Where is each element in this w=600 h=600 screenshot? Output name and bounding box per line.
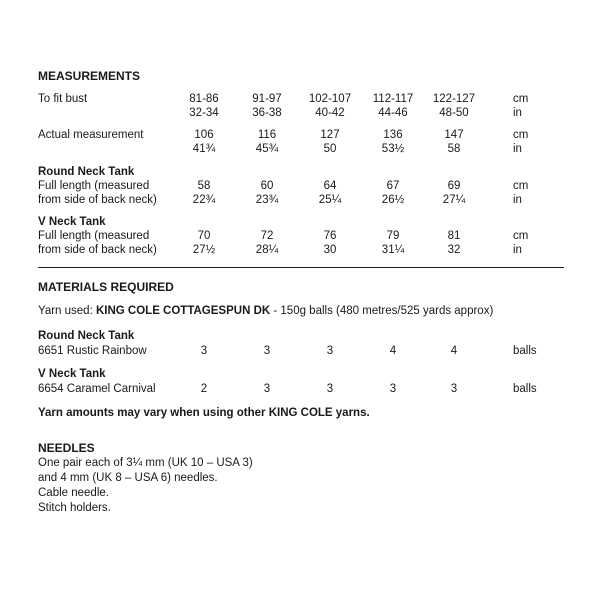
v-neck-cm-size5: 81 xyxy=(447,230,461,242)
needles-line-3: Cable needle. xyxy=(38,487,109,499)
v-neck-unit-cm: cm xyxy=(513,230,529,242)
actual-in-size1: 41¾ xyxy=(192,143,216,155)
needles-line-2: and 4 mm (UK 8 – USA 6) needles. xyxy=(38,472,218,484)
measurements-title: MEASUREMENTS xyxy=(38,69,141,83)
v-neck-in-size1: 27½ xyxy=(192,244,216,256)
v-neck-length-label1: Full length (measured xyxy=(38,230,150,242)
round-neck-in-size3: 25¼ xyxy=(318,194,342,206)
actual-cm-size2: 116 xyxy=(257,129,277,141)
actual-in-size3: 50 xyxy=(323,143,337,155)
v-neck-shade: 6654 Caramel Carnival xyxy=(38,383,156,395)
round-neck-in-size5: 27¼ xyxy=(442,194,466,206)
v-neck-unit-in: in xyxy=(513,244,522,256)
round-neck-length-label2: from side of back neck) xyxy=(38,194,157,206)
round-neck-unit-cm: cm xyxy=(513,180,529,192)
round-neck-balls-size4: 4 xyxy=(389,345,397,357)
round-neck-cm-size5: 69 xyxy=(447,180,461,192)
actual-cm-size4: 136 xyxy=(383,129,403,141)
round-neck-in-size1: 22¾ xyxy=(192,194,216,206)
v-neck-balls-unit: balls xyxy=(513,383,537,395)
round-neck-cm-size1: 58 xyxy=(197,180,211,192)
round-neck-balls-size2: 3 xyxy=(263,345,271,357)
v-neck-balls-size1: 2 xyxy=(200,383,208,395)
round-neck-in-size2: 23¾ xyxy=(255,194,279,206)
materials-v-neck-heading: V Neck Tank xyxy=(38,368,106,380)
needles-line-4: Stitch holders. xyxy=(38,502,111,514)
yarn-amount-note: Yarn amounts may vary when using other KING COLE yarns. xyxy=(38,407,370,419)
bust-cm-size5: 122-127 xyxy=(432,93,476,105)
bust-in-size3: 40-42 xyxy=(315,107,345,119)
v-neck-balls-size5: 3 xyxy=(450,383,458,395)
needles-title: NEEDLES xyxy=(38,441,95,455)
yarn-details: - 150g balls (480 metres/525 yards approx) xyxy=(270,305,494,317)
bust-cm-size1: 81-86 xyxy=(189,93,219,105)
round-neck-balls-size3: 3 xyxy=(326,345,334,357)
v-neck-in-size3: 30 xyxy=(323,244,337,256)
round-neck-balls-unit: balls xyxy=(513,345,537,357)
bust-in-size5: 48-50 xyxy=(439,107,469,119)
actual-cm-size5: 147 xyxy=(444,129,464,141)
actual-in-size5: 58 xyxy=(447,143,461,155)
yarn-used-prefix: Yarn used: xyxy=(38,305,96,317)
actual-label: Actual measurement xyxy=(38,129,144,141)
actual-cm-size3: 127 xyxy=(320,129,340,141)
actual-unit-in: in xyxy=(513,143,522,155)
actual-in-size4: 53½ xyxy=(381,143,405,155)
v-neck-cm-size1: 70 xyxy=(197,230,211,242)
v-neck-length-label2: from side of back neck) xyxy=(38,244,157,256)
v-neck-in-size4: 31¼ xyxy=(381,244,405,256)
v-neck-cm-size2: 72 xyxy=(260,230,274,242)
yarn-used-line xyxy=(38,304,493,318)
v-neck-cm-size3: 76 xyxy=(323,230,337,242)
round-neck-cm-size3: 64 xyxy=(323,180,337,192)
bust-in-size2: 36-38 xyxy=(252,107,282,119)
bust-cm-size2: 91-97 xyxy=(252,93,282,105)
bust-in-size1: 32-34 xyxy=(189,107,219,119)
round-neck-cm-size2: 60 xyxy=(260,180,274,192)
round-neck-in-size4: 26½ xyxy=(381,194,405,206)
section-divider xyxy=(38,267,564,268)
v-neck-in-size5: 32 xyxy=(447,244,461,256)
bust-unit-cm: cm xyxy=(513,93,529,105)
round-neck-balls-size1: 3 xyxy=(200,345,208,357)
v-neck-balls-size2: 3 xyxy=(263,383,271,395)
yarn-name: KING COLE COTTAGESPUN DK xyxy=(95,305,271,317)
round-neck-length-label1: Full length (measured xyxy=(38,180,150,192)
round-neck-balls-size5: 4 xyxy=(450,345,458,357)
needles-line-1: One pair each of 3¼ mm (UK 10 – USA 3) xyxy=(38,457,253,469)
materials-title: MATERIALS REQUIRED xyxy=(38,280,174,294)
round-neck-unit-in: in xyxy=(513,194,522,206)
v-neck-balls-size3: 3 xyxy=(326,383,334,395)
v-neck-heading: V Neck Tank xyxy=(38,216,106,228)
materials-round-neck-heading: Round Neck Tank xyxy=(38,330,135,342)
bust-cm-size4: 112-117 xyxy=(372,93,414,105)
bust-unit-in: in xyxy=(513,107,522,119)
round-neck-heading: Round Neck Tank xyxy=(38,166,135,178)
v-neck-cm-size4: 79 xyxy=(386,230,400,242)
v-neck-in-size2: 28¼ xyxy=(255,244,279,256)
round-neck-shade: 6651 Rustic Rainbow xyxy=(38,345,147,357)
bust-cm-size3: 102-107 xyxy=(308,93,352,105)
round-neck-cm-size4: 67 xyxy=(386,180,400,192)
v-neck-balls-size4: 3 xyxy=(389,383,397,395)
bust-label: To fit bust xyxy=(38,93,88,105)
actual-cm-size1: 106 xyxy=(194,129,214,141)
bust-in-size4: 44-46 xyxy=(378,107,408,119)
actual-in-size2: 45¾ xyxy=(255,143,279,155)
actual-unit-cm: cm xyxy=(513,129,529,141)
